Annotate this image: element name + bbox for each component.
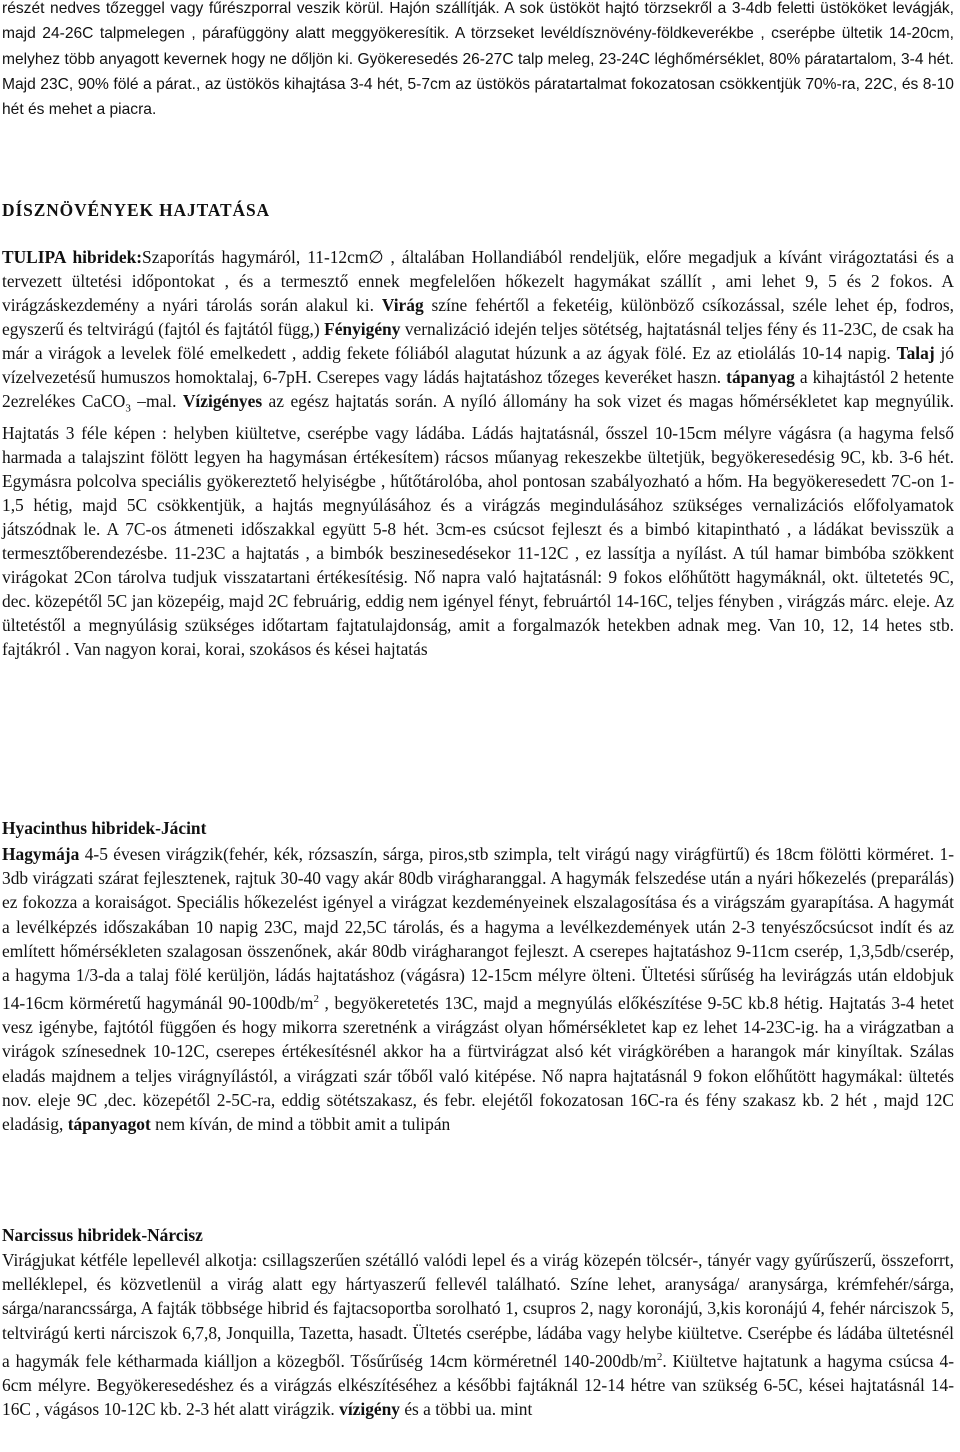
tulipa-bold-vizigenyes: Vízigényes xyxy=(182,391,263,412)
narcissus-paragraph xyxy=(2,1248,954,1421)
section-title: DÍSZNÖVÉNYEK HAJTATÁSA xyxy=(2,200,270,220)
tulipa-text-4: jó vízelvezetésű humuszos homoktalaj, 6-7pH. Cserepes vagy ládás hajtatáshoz tőzeges keveréket haszn. xyxy=(2,343,955,388)
narcissus-text-3: és a többi ua. mint xyxy=(399,1399,533,1420)
tulipa-text-1: Szaporítás hagymáról, 11-12cm∅ , általában Hollandiából rendeljük, előre megadjuk a kívánt virágoztatási és a tervezett ültetési időpontokat , és a termesztő ennek megfelelően hőkezelt hagymákat szállít , ami lehet 9, 5 és 2 fokos. A virágzáskezdemény a nyári tárolás során alakul ki. xyxy=(2,247,954,316)
narcissus-text-1: Virágjukat kétféle lepellevél alkotja: csillagszerűen szétálló valódi lepel és a virág közepén tölcsér-, tányér vagy gyűrűszerű, összeforrt, melléklepel, és közvetlenül a virág alatt egy hártyaszerű fellevél található. Színe lehet, aranysága/ aranysárga, krémfehér/sárga, sárga/narancssárga, A fajták többsége hibrid és fajtacsoportba sorolható 1, csupros 2, nagy koronájú, 3,kis koronájú 4, fehér nárciszok 5, teltvirágú kerti nárciszok 6,7,8, Jonquilla, Tazetta, hasadt. Ültetés cserépbe, ládába vagy helybe kiültetve. Cserépbe és ládába ültetésnél a hagymák fele kétharmada kiálljon a közegből. Tősűrűség 14cm körméretnél 140-200db/m xyxy=(2,1250,954,1371)
tulipa-paragraph xyxy=(2,245,954,661)
hyacinthus-paragraph xyxy=(2,842,954,1136)
intro-text: részét nedves tőzeggel vagy fűrészporral veszik körül. Hajón szállítják. A sok üstököt hajtó törzsekről a 3-4db feletti üstököket levágják, majd 24-26C talpmelegen , párafüggöny alatt meggyökeresítik. A törzseket levéldísznövény-földkeverékbe , cserépbe ültetik 14-20cm, melyhez több anyagott kevernek hogy ne dőljön ki. Gyökeresedés 26-27C talp meleg, 23-24C léghőmérséklet, 80% páratartalom, 3-4 hét. Majd 23C, 90% fölé a párat., az üstökös kihajtása 3-4 hét, 5-7cm az üstökös páratartalmat fokozatosan csökkentjük 70%-ra, 22C, és 8-10 hét és mehet a piacra. xyxy=(2,0,954,119)
hyacinthus-text-3: nem kíván, de mind a többit amit a tulipán xyxy=(150,1114,451,1135)
tulipa-subscript: 3 xyxy=(125,402,131,415)
hyacinthus-superscript: 2 xyxy=(313,993,319,1006)
hyacinthus-bold-tapanyagot: tápanyagot xyxy=(67,1114,151,1135)
narcissus-superscript: 2 xyxy=(656,1350,663,1363)
narcissus-bold-vizigeny: vízigény xyxy=(339,1399,400,1420)
narcissus-text-2: . Kiültetve hajtatunk a hagyma csúcsa 4-6cm mélyre. Begyökeresedéshez és a virágzás elkészítéséhez a későbbi fajtáknál 12-14 hétre van szükség 6-5C, kései hajtatásnál 14-16C , vágásos 10-12C kb. 2-3 hét alatt virágzik. xyxy=(2,1350,954,1420)
hyacinthus-bold-hagymaja: Hagymája xyxy=(2,844,80,864)
hyacinthus-text-2: , begyökeretetés 13C, majd a megnyúlás előkészítése 9-5C kb.8 hétig. Hajtatás 3-4 hetet vesz igénybe, fajtótól függően és hogy mikorra szeretnénk a virágzást olyan hőmérsékletet kap ez lehet 14-23C-ig. ha a virágzatban a virágok színesednek 10-12C, cserepes értékesítésnél akkor ha a fürtvirágzat alsó két virágkörében a harangok már kinyíltak. Szálas eladás majdnem a teljes virágnyílástól, a virágzati szár tőből való kitépése. Nő napra hajtatásnál 9 fokon előhűtött hagymákal: ültetés nov. eleje 9C ,dec. közepétől 2-5C-ra, eddig sötétszakasz, és febr. elejétől fokozatosan 16C-ra és fény szakasz kb. 2 hét , majd 12C eladásig, xyxy=(2,993,954,1135)
tulipa-text-7: az egész hajtatás során. A nyíló állomány ha sok vizet és magas hőmérsékletet kap megnyúlik. Hajtatás 3 féle képen : helyben kiültetve, cserépbe vagy ládába. Ládás hajtatásnál, ősszel 10-15cm mélyre vágásra (a hagyma felső harmada a talajszint fölött legyen ha hagymásan értékesítem) rácsos műanyag rekeszekbe ültetjük, begyökeresedésig 9C, kb. 3-6 hét. Egymásra polcolva speciális gyökereztető helyiségbe , hűtőtárolóba, ahol pontosan szabályozható a hőm. Ha begyökeresedett 7C-on 1-1,5 hétig, majd 5C csökkentjük, a hajtás megnyúlásához és a virágzás megindulásához szükséges vernalizációs előfolyamatok játszódnak le. A 7C-os átmeneti időszakkal együtt 5-8 hét. 3cm-es csúcsot fejleszt és a bimbó kitapintható , a ládákat bevisszük a termesztőberendezésbe. 11-23C a hajtatás , a bimbók beszinesedésekor 11-12C , ez lassítja a nyílást. A túl hamar bimbóba szökkent virágokat 2Con tárolva tudjuk visszatartani értékesítésig. Nő napra való hajtatásnál: 9 fokos előhűtött hagymáknál, okt. ültetetés 9C, dec. közepétől 5C jan közepéig, majd 2C februárig, eddig nem igényel fényt, februártól 14-16C, teljes fényben , virágzás márc. eleje. Az ültetéstől a megnyúlásig szükséges időtartam fajtatulajdonság, amit a forgalmazók hetekben adnak meg. Van 10, 12, 14 hetes stb. fajtákról . Van nagyon korai, korai, szokásos és kései hajtatás xyxy=(2,391,954,660)
tulipa-text-5: a kihajtástól 2 hetente 2ezrelékes CaCO xyxy=(2,367,954,412)
hyacinthus-title: Hyacinthus hibridek-Jácint xyxy=(2,818,207,838)
tulipa-bold-virag: Virág xyxy=(381,295,424,316)
tulipa-text-2: színe fehértől a feketéig, különböző csíkozással, széle lehet ép, fodros, egyszerű és teltvirágú (fajtól és fajtától függ,) xyxy=(2,295,954,340)
tulipa-bold-talaj: Talaj xyxy=(896,343,935,364)
tulipa-bold-fenyigeny: Fényigény xyxy=(324,319,401,340)
intro-paragraph xyxy=(2,0,954,122)
tulipa-bold-tapanyag: tápanyag xyxy=(726,367,795,388)
narcissus-title: Narcissus hibridek-Nárcisz xyxy=(2,1225,203,1245)
tulipa-label: TULIPA hibridek: xyxy=(2,247,143,267)
tulipa-text-3: vernalizáció idején teljes sötétség, hajtatásnál teljes fény és 11-23C, de csak ha már a virágok a levelek fölé emelkedett , addig fekete fóliából alagutat húzunk a az ágyak fölé. Ez az etiolálás 10-14 napig. xyxy=(2,319,954,364)
hyacinthus-text-1: 4-5 évesen virágzik(fehér, kék, rózsaszín, sárga, piros,stb szimpla, telt virágú nagy virágfürtű) és 18cm fölötti körméret. 1-3db virágzati szárat fejlesztenek, rajtuk 30-40 vagy akár 80db virágharanggal. A hagymák felszedése után a nyári hőkezelés (preparálás) ez fokozza a koraiságot. Speciális hőkezelést igényel a virágzat kezdeményeinek elszalagosítása és a virágszám gyarapítása. A hagymát a levélképzés időszakában 10 napig 23C, majd 22,5C tárolás, és a hagyma a levélkezdemények után 2-3 tenyészőcsúcsot indít és az említett hőmérsékleten szalagosan összenőnek, akár 80db virágharangot fejleszt. A cserepes hajtatáshoz 9-11cm cserép, 1,3,5db/cserép, a hagyma 1/3-da a talaj fölé kerüljön, ládás hajtatáshoz (vágásra) 12-15cm mélyre ölteni. Ültetési sűrűség ha levirágzás után eldobjuk 14-16cm körméretű hagymánál 90-100db/m xyxy=(2,844,954,1014)
tulipa-text-6: –mal. xyxy=(130,391,183,412)
